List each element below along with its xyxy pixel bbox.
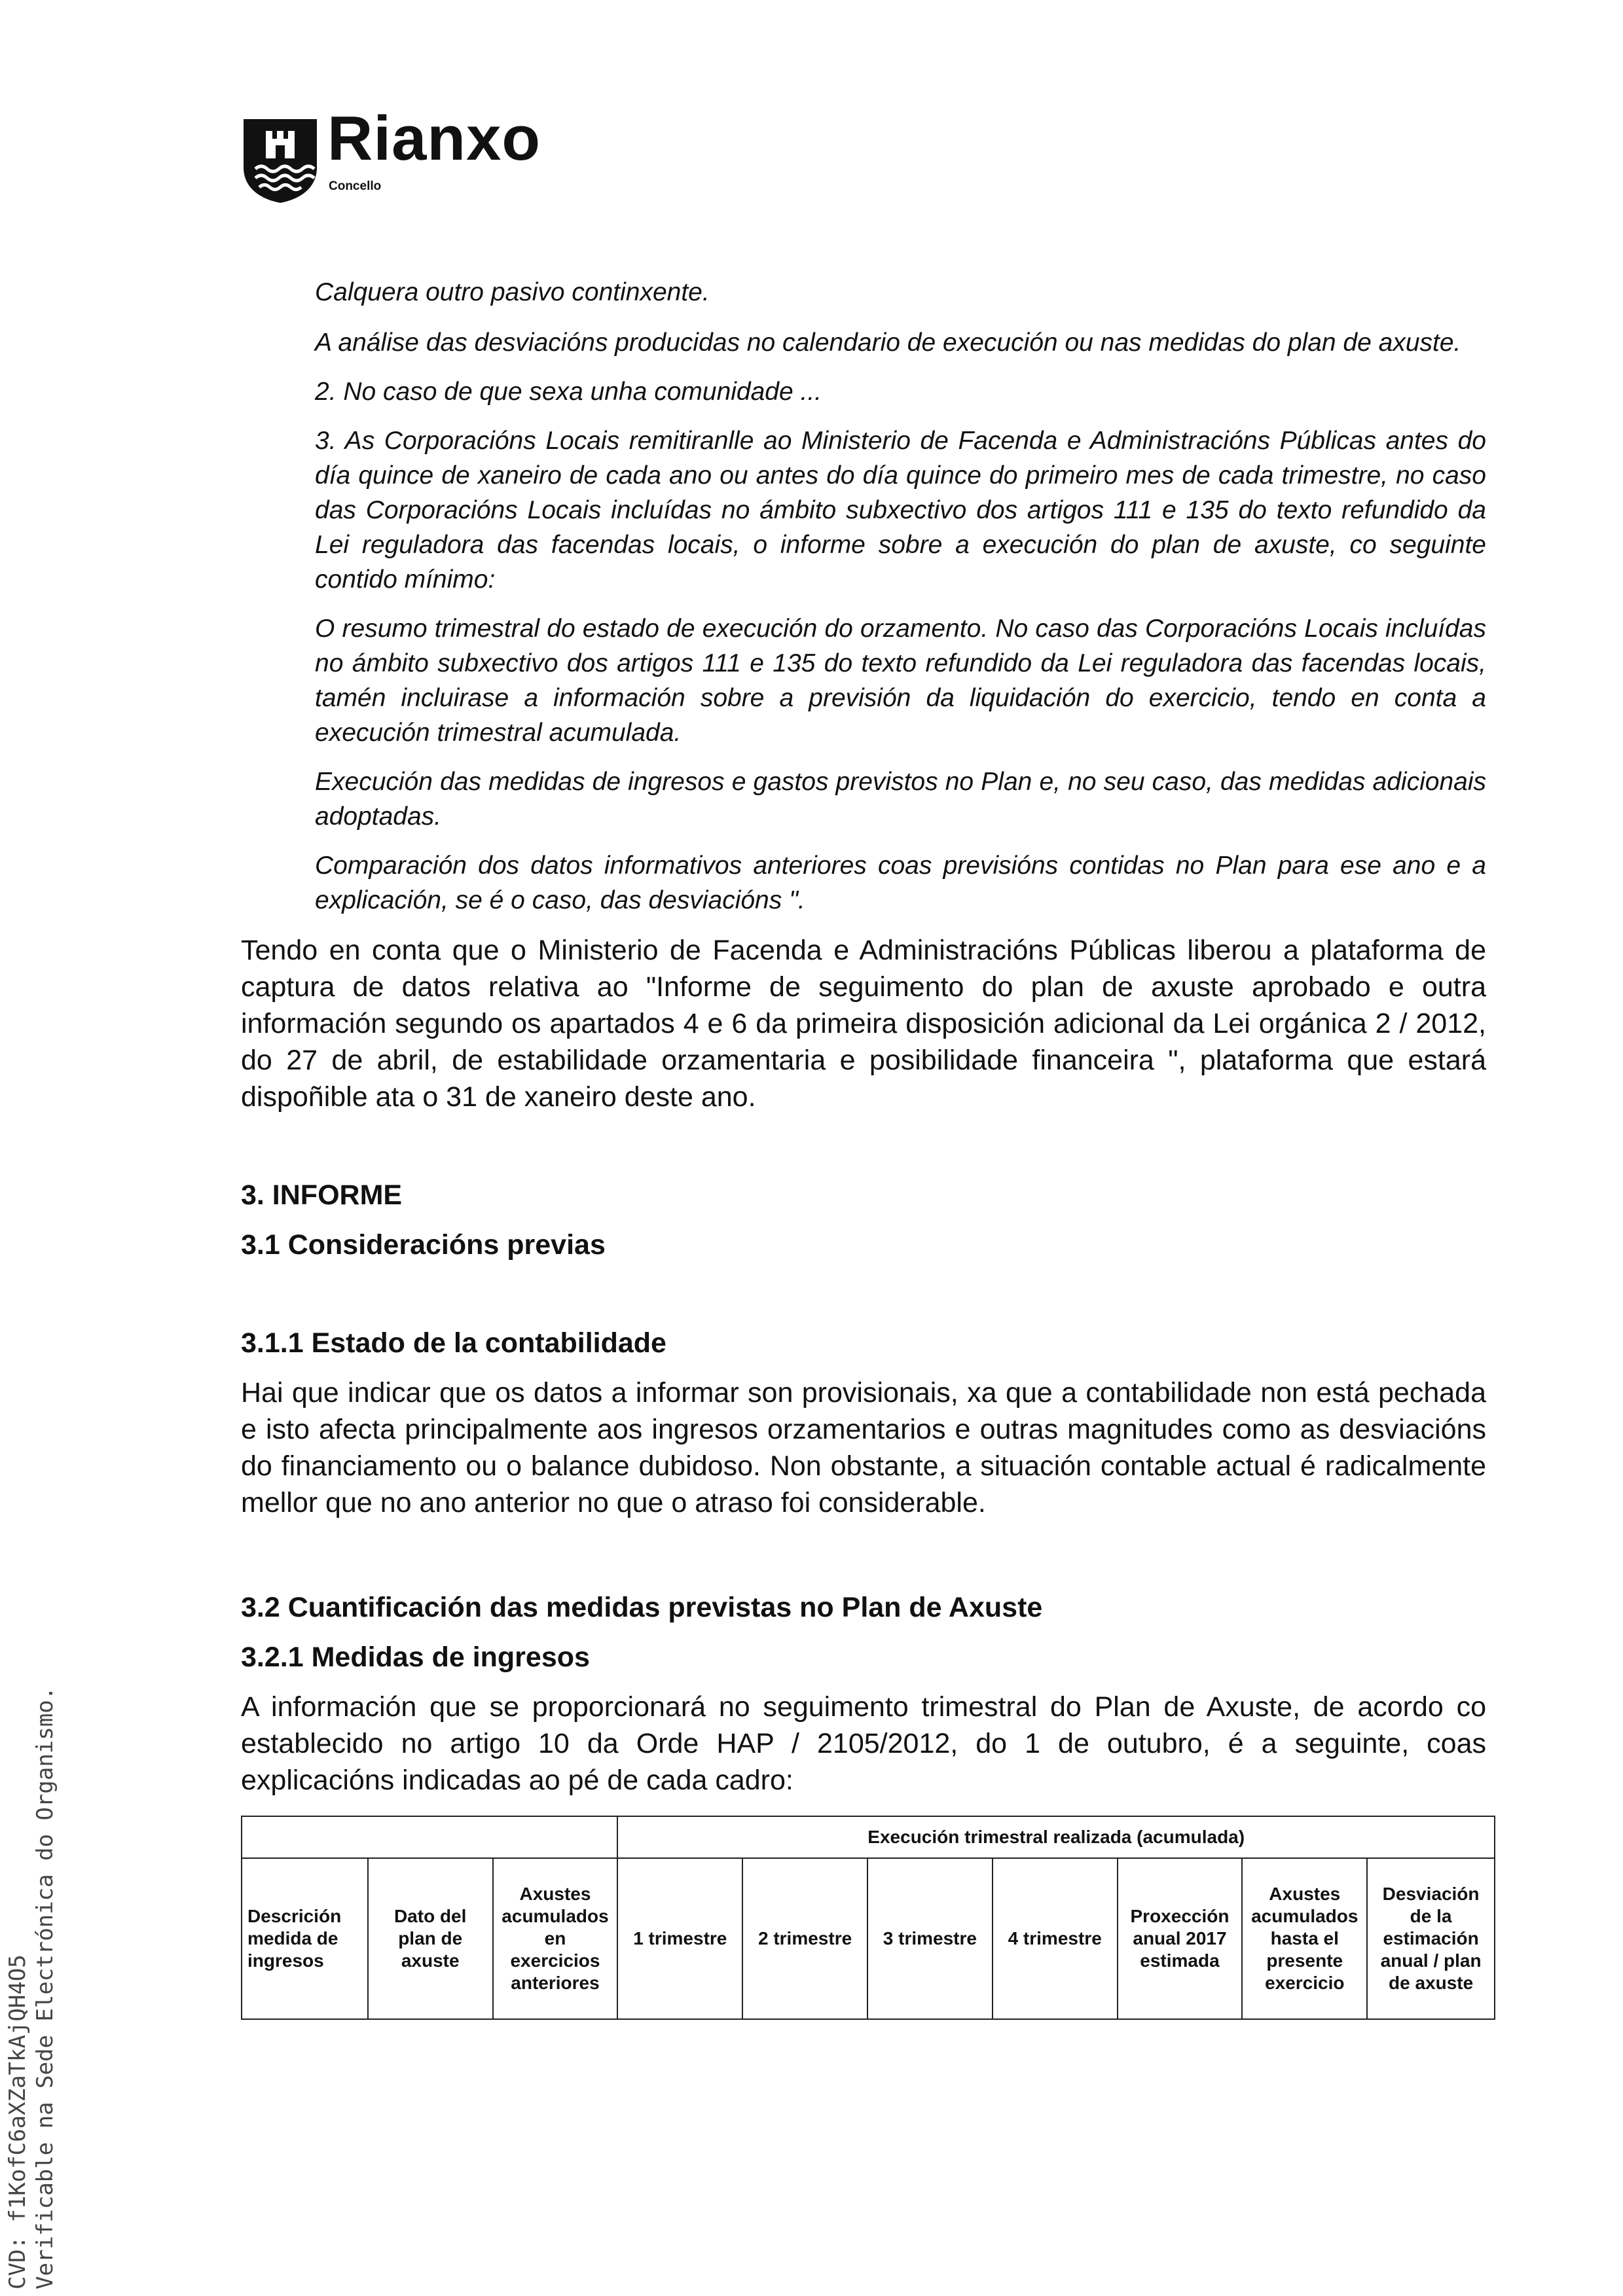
table-group-header: Execución trimestral realizada (acumulada) — [617, 1816, 1495, 1858]
table-header-empty — [242, 1816, 617, 1858]
table-header-row — [242, 1858, 1495, 2019]
quote-paragraph: A análise das desviacións producidas no calendario de execución ou nas medidas do plan de axuste. — [315, 329, 1461, 357]
quote-paragraph: Execución das medidas de ingresos e gastos previstos no Plan e, no seu caso, das medidas adicionais adoptadas. — [315, 768, 1486, 831]
body-paragraph: Tendo en conta que o Ministerio de Facenda e Administracións Públicas liberou a plataforma de captura de datos relativa ao "Informe de seguimento do plan de axuste aprobado e outra información segundo os apartados 4 e 6 da primeira disposición adicional da Lei orgánica 2 / 2012, do 27 de abril, de estabilidade orzamentaria e posibilidade financeira ", plataforma que estará dispoñible ata o 31 de xaneiro deste ano. — [241, 935, 1486, 1113]
verification-text: Verificable na Sede Electrónica do Organismo. — [32, 1686, 58, 2289]
table-column-header: 1 trimestre — [617, 1858, 742, 2019]
body-paragraph: A información que se proporcionará no seguimento trimestral do Plan de Axuste, de acordo co establecido no artigo 10 da Orde HAP / 2105/2012, do 1 de outubro, é a seguinte, coas explicacións indicadas ao pé de cada cadro: — [241, 1691, 1486, 1796]
quote-paragraph: O resumo trimestral do estado de execución do orzamento. No caso das Corporacións Locais incluídas no ámbito subxectivo dos artigos 111 e 135 do texto refundido da Lei reguladora das facendas locais, tamén incluirase a información sobre a previsión da liquidación do exercicio, tendo en conta a execución trimestral acumulada. — [315, 615, 1486, 747]
table-column-header: Axustes acumulados en exercicios anteriores — [493, 1858, 618, 2019]
section-heading: 3.1.1 Estado de la contabilidade — [241, 1327, 666, 1359]
quote-paragraph: Comparación dos datos informativos anteriores coas previsións contidas no Plan para ese ano e a explicación, se é o caso, das desviacións ". — [315, 852, 1486, 914]
logo-name: Rianxo — [327, 103, 541, 173]
quote-paragraph: 2. No caso de que sexa unha comunidade ... — [315, 378, 822, 406]
table-column-header: Proxección anual 2017 estimada — [1118, 1858, 1243, 2019]
table-column-header: Descrición medida de ingresos — [242, 1858, 368, 2019]
table-column-header: Axustes acumulados hasta el presente exercicio — [1242, 1858, 1367, 2019]
body-paragraph: Hai que indicar que os datos a informar son provisionais, xa que a contabilidade non está pechada e isto afecta principalmente aos ingresos orzamentarios e outras magnitudes como as desviacións do financiamento ou o balance dubidoso. Non obstante, a situación contable actual é radicalmente mellor que no ano anterior no que o atraso foi considerable. — [241, 1377, 1486, 1518]
section-heading: 3. INFORME — [241, 1179, 403, 1211]
table-header-row — [242, 1816, 1495, 1858]
section-heading: 3.2.1 Medidas de ingresos — [241, 1641, 590, 1673]
concello-logo — [241, 103, 581, 208]
logo-subtitle: Concello — [329, 179, 382, 193]
table-column-header: 3 trimestre — [867, 1858, 993, 2019]
quote-paragraph: 3. As Corporacións Locais remitiranlle ao Ministerio de Facenda e Administracións Públicas antes do día quince de xaneiro de cada ano ou antes do día quince do primeiro mes de cada trimestre, no caso das Corporacións Locais incluídas no ámbito subxectivo dos artigos 111 e 135 do texto refundido da Lei reguladora das facendas locais, o informe sobre a execución do plan de axuste, co seguinte contido mínimo: — [315, 427, 1486, 594]
document-body — [241, 275, 1486, 2020]
rianxo-shield-icon — [241, 117, 319, 204]
section-heading: 3.2 Cuantificación das medidas previstas no Plan de Axuste — [241, 1592, 1043, 1623]
income-measures-table — [241, 1816, 1495, 2020]
table-column-header: 2 trimestre — [742, 1858, 867, 2019]
table-column-header: 4 trimestre — [993, 1858, 1118, 2019]
verification-code: CVD: f1KofC6aXZaTkAjQH4O5 — [5, 1954, 31, 2289]
table-column-header: Desviación de la estimación anual / plan de axuste — [1367, 1858, 1495, 2019]
table-column-header: Dato del plan de axuste — [368, 1858, 493, 2019]
quote-paragraph: Calquera outro pasivo continxente. — [315, 278, 710, 306]
section-heading: 3.1 Consideracións previas — [241, 1229, 606, 1261]
